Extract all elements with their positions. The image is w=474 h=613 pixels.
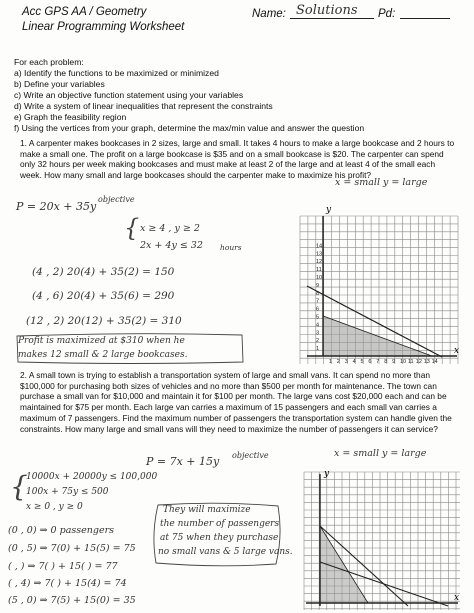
p2-brace: { (10, 470, 28, 503)
p2-vertex-2: (0 , 5) ⇒ 7(0) + 15(5) = 75 (8, 543, 136, 554)
p1-brace: { (124, 214, 140, 242)
p2-note-line-2: the number of passengers (160, 519, 280, 529)
p2-vertex-3: ( , ) ⇒ 7( ) + 15( ) = 77 (8, 561, 118, 572)
p2-objective: P = 7x + 15y (146, 455, 220, 468)
p1-y-tick-label: 4 (316, 322, 320, 329)
p1-y-tick-label: 2 (316, 338, 320, 345)
p1-x-tick-label: 3 (344, 359, 348, 365)
course-title: Acc GPS AA / Geometry (22, 6, 147, 18)
step-d: d) Write a system of linear inequalities that represent the constraints (14, 101, 273, 111)
p1-x-tick-label: 5 (360, 359, 364, 365)
p1-x-tick-label: 13 (423, 359, 430, 365)
p1-variables: x = small y = large (335, 177, 428, 188)
p2-vertex-4: ( , 4) ⇒ 7( ) + 15(4) = 74 (8, 578, 127, 589)
step-f: f) Using the vertices from your graph, determine the max/min value and answer the question (14, 123, 365, 133)
p1-y-tick-label: 13 (316, 251, 323, 258)
step-a: a) Identify the functions to be maximized or minimized (14, 68, 219, 78)
p1-axis-y-label: y (326, 205, 332, 215)
p1-y-tick-label: 7 (316, 298, 320, 305)
p1-constraint-1: x ≥ 4 , y ≥ 2 (140, 223, 200, 234)
p1-y-tick-label: 11 (316, 267, 322, 274)
p2-axis-x-label: x (454, 593, 460, 603)
step-e: e) Graph the feasibility region (14, 112, 127, 122)
p2-objective-label: objective (232, 451, 269, 460)
p2-vertex-5: (5 , 0) ⇒ 7(5) + 15(0) = 35 (8, 595, 136, 606)
p1-feasibility-graph (292, 196, 464, 366)
p1-y-tick-label: 10 (316, 275, 323, 281)
p2-variables: x = small y = large (334, 448, 427, 459)
p1-y-tick-label: 1 (316, 346, 320, 353)
p1-objective-label: objective (98, 195, 135, 204)
p1-hours-note: hours (220, 243, 242, 252)
p2-axis-y-label: y (324, 469, 330, 479)
p1-x-tick-label: 7 (376, 359, 380, 365)
p1-x-tick-label: 14 (431, 359, 438, 365)
p1-x-tick-label: 1 (328, 359, 332, 365)
p1-y-tick-label: 14 (316, 243, 323, 250)
p1-y-tick-label: 5 (316, 314, 320, 321)
p1-y-tick-label: 9 (316, 282, 320, 289)
p2-note-line-4: no small vans & 5 large vans. (158, 547, 293, 557)
p2-constraint-3: x ≥ 0 , y ≥ 0 (26, 502, 83, 512)
p1-answer-line-1: Profit is maximized at $310 when he (18, 336, 185, 346)
p1-constraint-2: 2x + 4y ≤ 32 (140, 240, 203, 251)
p1-x-tick-label: 6 (368, 359, 372, 365)
name-value: Solutions (296, 3, 358, 18)
problem-2-text: 2. A small town is trying to establish a transportation system of large and small vans. It can spend no more than $100,000 for purchasing both sizes of vehicles and no more than $500 per month for maintenance. The town can purchase a small van for $10,000 and maintain it for $100 per month. The large vans cost $20,000 each and can be maintained for $75 per month. Each large van carries a maximum of 15 passengers and each small van carries a maximum of 7 passengers. Find the maximum number of passengers the transportation system can handle given the constraints. How many large and small vans will they need to maximize the number of passengers it can service? (20, 370, 452, 434)
p1-x-tick-label: 11 (407, 359, 414, 365)
name-line (290, 18, 374, 19)
worksheet-title: Linear Programming Worksheet (22, 21, 185, 33)
period-label: Pd: (378, 8, 396, 20)
p2-note-line-1: They will maximize (163, 505, 251, 515)
p2-constraint-1: 10000x + 20000y ≤ 100,000 (26, 472, 158, 482)
p1-x-tick-label: 4 (352, 359, 356, 365)
p1-x-tick-label: 12 (415, 359, 422, 365)
step-b: b) Define your variables (14, 79, 105, 89)
name-label: Name: (252, 8, 286, 20)
p1-x-tick-label: 10 (400, 359, 407, 365)
p1-feasible-region (323, 316, 432, 356)
p1-answer-line-2: makes 12 small & 2 large bookcases. (18, 350, 188, 360)
p1-axis-x-label: x (454, 346, 460, 356)
p2-feasibility-graph (298, 466, 464, 612)
p1-y-tick-label: 8 (316, 290, 320, 297)
p1-objective: P = 20x + 35y (16, 200, 97, 213)
problem-1-text: 1. A carpenter makes bookcases in 2 sizes, large and small. It takes 4 hours to make a large bookcase and 2 hours to make a small one. The profit on a large bookcase is $35 and on a small bookcase is $20. The carpenter can spend only 32 hours per week making bookcases and must make at least 2 of the large and at least 4 of the small each week. How many small and large bookcases should the carpenter make to maximize his profit? (20, 138, 455, 181)
p1-x-tick-label: 9 (392, 359, 396, 365)
p1-vertex-2: (4 , 6) 20(4) + 35(6) = 290 (32, 290, 175, 302)
step-c: c) Write an objective function statement using your variables (14, 90, 244, 100)
p1-y-tick-label: 6 (316, 306, 320, 313)
p1-vertex-3: (12 , 2) 20(12) + 35(2) = 310 (26, 315, 182, 327)
p1-y-tick-label: 3 (316, 330, 320, 337)
p1-x-tick-label: 2 (336, 359, 340, 365)
p2-constraint-2: 100x + 75y ≤ 500 (26, 487, 109, 497)
p1-x-tick-label: 8 (384, 359, 388, 365)
instructions-intro: For each problem: (14, 57, 84, 67)
period-line (400, 18, 450, 19)
p2-vertex-1: (0 , 0) ⇒ 0 passengers (8, 525, 114, 536)
p2-note-line-3: at 75 when they purchase (160, 533, 279, 543)
p1-vertex-1: (4 , 2) 20(4) + 35(2) = 150 (32, 266, 175, 278)
p1-y-tick-label: 12 (316, 259, 323, 266)
